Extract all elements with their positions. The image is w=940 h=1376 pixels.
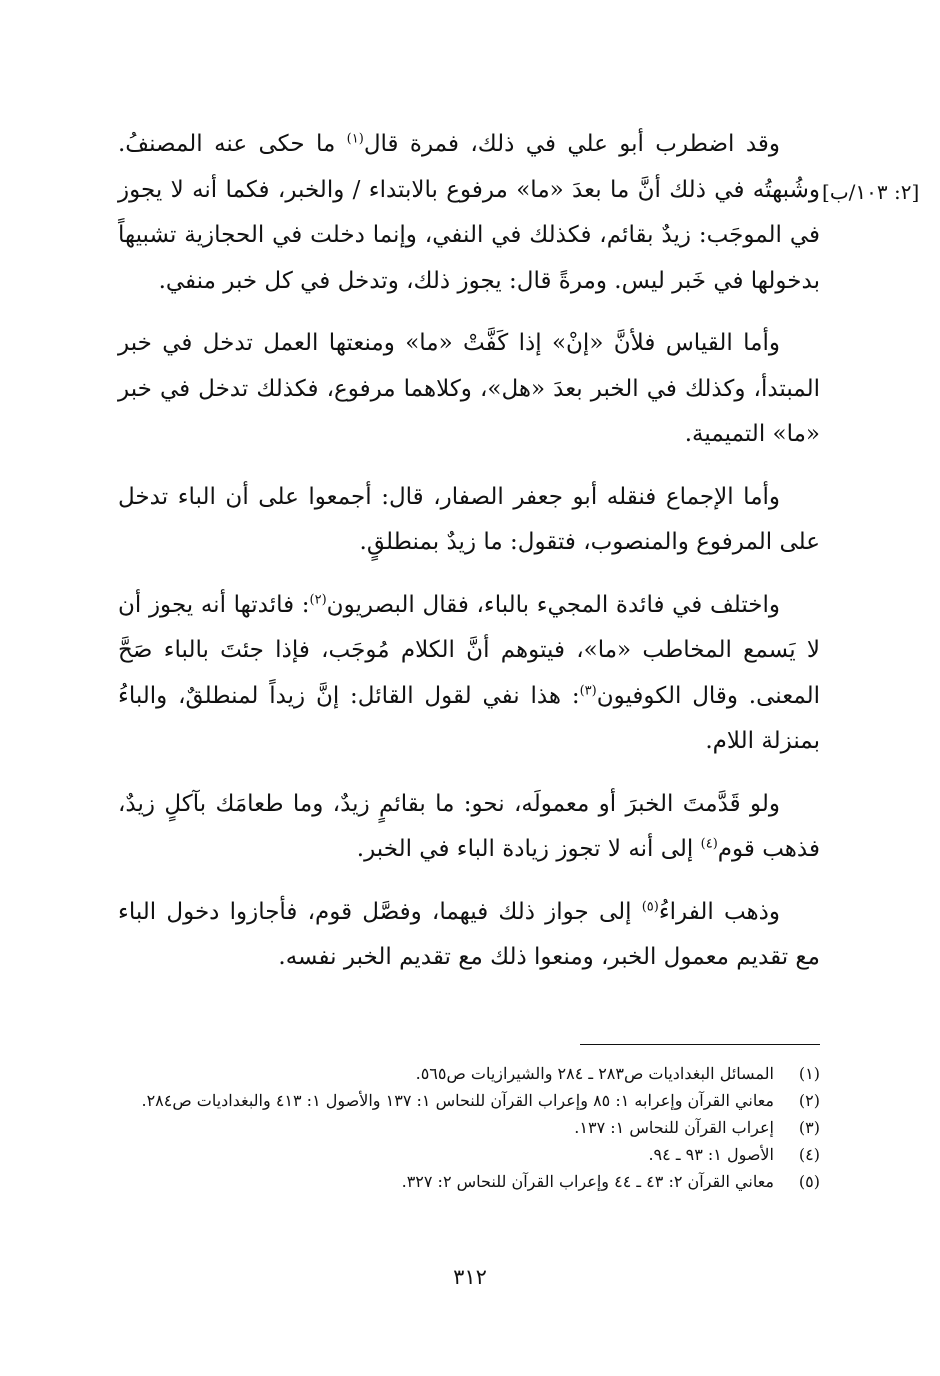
text-segment: تدخل على المرفوع والمنصوب، فتقول: ما زيدٌ بمنطلقٍ.	[118, 483, 820, 555]
paragraph	[118, 782, 820, 873]
text-segment: في كل خبر منفي.	[158, 267, 331, 294]
text-segment: وقد اضطرب أبو علي في ذلك، فمرة قال	[363, 131, 780, 157]
text-segment: ما حكى عنه المصنفُ.	[118, 131, 347, 157]
footnote-number: (٢)	[798, 1091, 820, 1110]
text-segment: صَحَّ المعنى. وقال الكوفيون	[118, 637, 821, 709]
text-segment: : فائدتها أنه يجوز	[148, 591, 310, 618]
paragraph	[118, 583, 820, 765]
footnote-marker: (١)	[346, 131, 364, 147]
text-segment: ولو قَدَّمتَ الخبرَ أو معمولَه، نحو: ما بقائمٍ زيدٌ، وما طعامَك بآكلٍ	[164, 790, 780, 817]
text-segment: المبتدأ، وكذلك في الخبر بعدَ «هل»، وكلاهما مرفوع، فكذلك تدخل في	[159, 375, 820, 402]
footnote-separator	[580, 1044, 820, 1045]
text-segment: الحجازية تشبيهاً بدخولها في خَبر ليس. ومرةً قال: يجوز ذلك، وتدخل	[118, 222, 820, 294]
text-segment: وذهب الفراءُ	[658, 898, 781, 925]
paragraph	[118, 321, 820, 458]
text-segment: خبر «ما» التميمية.	[118, 375, 820, 447]
text-segment: أن لا يَسمع المخاطب «ما»، فيتوهم أنَّ الكلام مُوجَب، فإذا جئتَ بالباء	[118, 591, 821, 663]
footnote-text: الأصول ١: ٩٣ ـ ٩٤.	[648, 1145, 774, 1164]
footnotes	[118, 1060, 820, 1195]
text-segment: وأما الإجماع فنقله أبو جعفر الصفار، قال: أجمعوا على أن الباء	[177, 483, 781, 510]
footnote-text: معاني القرآن وإعرابه ١: ٨٥ وإعراب القرآن للنحاس ١: ١٣٧ والأصول ١: ٤١٣ والبغداديات ص٢٨٤.	[141, 1091, 774, 1110]
paragraph	[118, 122, 820, 304]
footnote-marker: (٢)	[309, 591, 327, 607]
footnote-number: (١)	[798, 1064, 820, 1083]
footnote-text: المسائل البغداديات ص٢٨٣ ـ ٢٨٤ والشيرازيات ص٥٦٥.	[415, 1064, 774, 1083]
footnote-marker: (٥)	[641, 898, 659, 914]
paragraph	[118, 890, 820, 981]
text-segment: والباءُ بمنزلة اللام.	[118, 682, 820, 754]
footnote-marker: (٣)	[579, 682, 597, 698]
footnote-text: إعراب القرآن للنحاس ١: ١٣٧.	[574, 1118, 774, 1137]
page-number: ٣١٢	[453, 1265, 487, 1289]
text-segment: زيدٌ، فذهب قوم	[118, 790, 820, 862]
margin-manuscript-reference: [٢: ١٠٣/ب]	[822, 180, 920, 204]
footnote-number: (٣)	[798, 1118, 820, 1137]
footnote-number: (٤)	[798, 1145, 820, 1164]
footnote-item	[118, 1060, 820, 1087]
footnote-item	[118, 1114, 820, 1141]
footnote-item	[118, 1141, 820, 1168]
text-segment: يجوز في الموجَب: زيدٌ بقائم، فكذلك في النفي، وإنما دخلت في	[118, 176, 820, 248]
footnote-text: معاني القرآن ٢: ٤٣ ـ ٤٤ وإعراب القرآن للنحاس ٢: ٣٢٧.	[401, 1172, 774, 1191]
footnote-marker: (٤)	[700, 836, 718, 852]
footnote-item	[118, 1087, 820, 1114]
text-segment: إلى أنه لا تجوز زيادة الباء في الخبر.	[356, 836, 701, 862]
text-segment: الباء مع تقديم معمول الخبر، ومنعوا ذلك مع تقديم الخبر نفسه.	[118, 898, 820, 970]
text-segment: وشُبهتُه في ذلك أنَّ ما بعدَ «ما» مرفوع بالابتداء / والخبر، فكما أنه لا	[170, 176, 820, 203]
text-segment: وأما القياس فلأنَّ «إنْ» إذا كَفَّتْ «ما» ومنعتها العمل تدخل في خبر	[118, 330, 780, 356]
footnote-number: (٥)	[798, 1172, 820, 1191]
main-text	[118, 122, 820, 998]
text-segment: واختلف في فائدة المجيء بالباء، فقال البصريون	[326, 591, 781, 618]
text-segment: : هذا نفي لقول القائل: إنَّ زيداً لمنطلقٌ،	[178, 682, 580, 709]
paragraph	[118, 475, 820, 566]
text-segment: إلى جواز ذلك فيهما، وفصَّل قوم، فأجازوا دخول	[166, 898, 642, 925]
footnote-item	[118, 1168, 820, 1195]
